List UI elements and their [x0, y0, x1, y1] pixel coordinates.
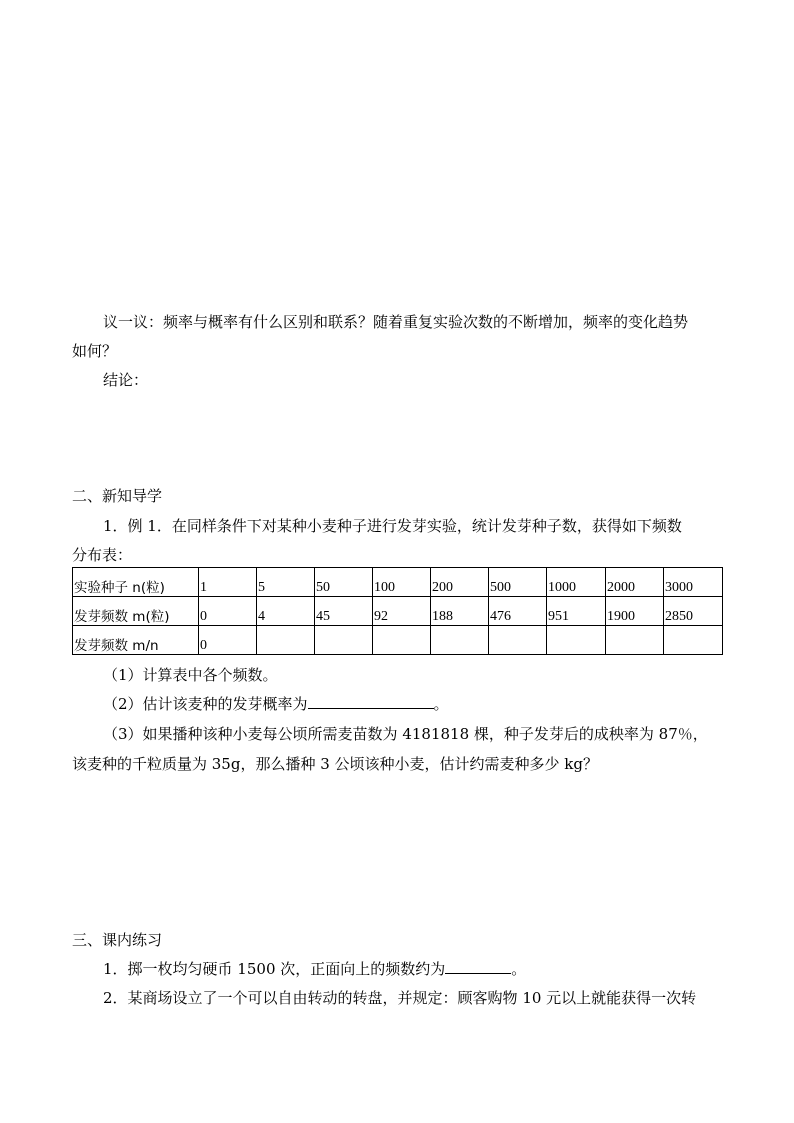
table-cell: 188 — [431, 597, 489, 626]
example1-line1: 1．例 1．在同样条件下对某种小麦种子进行发芽实验，统计发芽种子数，获得如下频数 — [103, 517, 682, 535]
table-cell: 4 — [257, 597, 315, 626]
example1-line2: 分布表： — [72, 546, 133, 564]
table-cell: 2850 — [664, 597, 723, 626]
discussion-text-line2: 如何？ — [72, 342, 118, 360]
table-cell — [315, 626, 373, 655]
table-cell: 0 — [199, 597, 257, 626]
exercise-1-period: 。 — [511, 960, 527, 978]
question-2-period: 。 — [433, 695, 449, 713]
table-cell — [489, 626, 547, 655]
table-cell — [547, 626, 606, 655]
question-3-line2: 该麦种的千粒质量为 35g，那么播种 3 公顷该种小麦，估计约需麦种多少 kg？ — [72, 755, 598, 773]
discussion-text-line1: 议一议：频率与概率有什么区别和联系？随着重复实验次数的不断增加，频率的变化趋势 — [103, 313, 689, 331]
question-3-line1: （3）如果播种该种小麦每公顷所需麦苗数为 4181818 棵，种子发芽后的成秧率为 87％， — [103, 725, 708, 743]
table-cell: 1900 — [606, 597, 664, 626]
row-label: 发芽频数 m(粒) — [73, 597, 199, 626]
table-cell — [606, 626, 664, 655]
exercise-1 — [103, 959, 526, 979]
table-cell: 45 — [315, 597, 373, 626]
table-cell: 951 — [547, 597, 606, 626]
table-cell: 200 — [431, 568, 489, 597]
table-cell: 1 — [199, 568, 257, 597]
table-row — [73, 568, 723, 597]
question-1: （1）计算表中各个频数。 — [103, 666, 278, 684]
table-cell: 0 — [199, 626, 257, 655]
answer-blank[interactable] — [445, 959, 511, 974]
section2-heading: 二、新知导学 — [72, 487, 163, 505]
question-2 — [103, 694, 449, 714]
table-cell: 476 — [489, 597, 547, 626]
table-cell — [431, 626, 489, 655]
section3-heading: 三、课内练习 — [72, 931, 163, 949]
table-cell: 100 — [373, 568, 431, 597]
table-cell: 5 — [257, 568, 315, 597]
table-cell — [373, 626, 431, 655]
row-label: 发芽频数 m/n — [73, 626, 199, 655]
table-row — [73, 597, 723, 626]
table-cell: 1000 — [547, 568, 606, 597]
table-cell: 3000 — [664, 568, 723, 597]
answer-blank[interactable] — [308, 694, 434, 709]
table-cell — [257, 626, 315, 655]
row-label: 实验种子 n(粒) — [73, 568, 199, 597]
table-cell: 50 — [315, 568, 373, 597]
table-cell: 92 — [373, 597, 431, 626]
table-cell — [664, 626, 723, 655]
conclusion-label: 结论： — [103, 371, 149, 389]
table-row — [73, 626, 723, 655]
question-2-text: （2）估计该麦种的发芽概率为 — [103, 695, 308, 713]
table-cell: 2000 — [606, 568, 664, 597]
exercise-2-line1: 2．某商场设立了一个可以自由转动的转盘，并规定：顾客购物 10 元以上就能获得一次转 — [103, 989, 697, 1007]
exercise-1-text: 1．掷一枚均匀硬币 1500 次，正面向上的频数约为 — [103, 960, 446, 978]
frequency-table — [72, 567, 723, 655]
table-cell: 500 — [489, 568, 547, 597]
